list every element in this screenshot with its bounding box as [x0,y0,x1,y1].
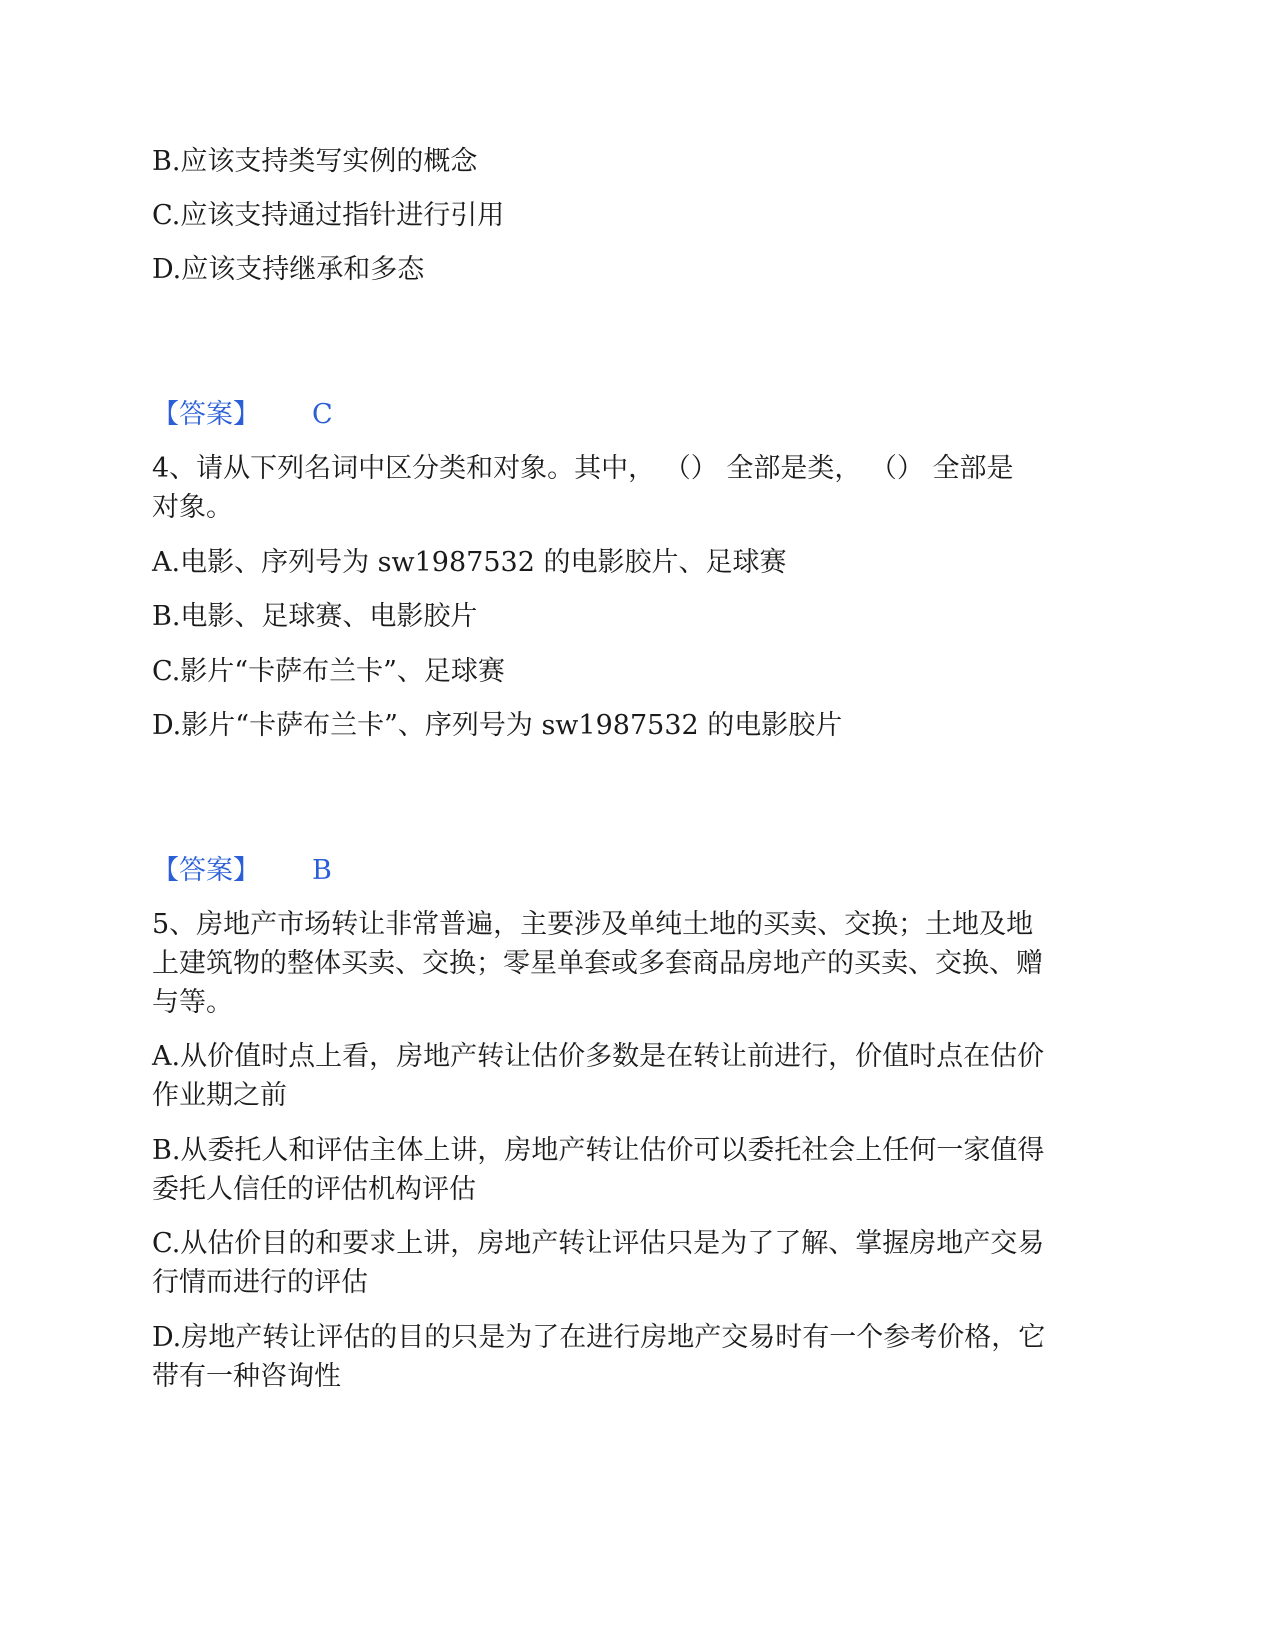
q4-option-c: C.影片“卡萨布兰卡”、足球赛 [152,656,505,687]
q4-option-a: A.电影、序列号为 sw1987532 的电影胶片、足球赛 [152,547,787,578]
q4-option-d: D.影片“卡萨布兰卡”、序列号为 sw1987532 的电影胶片 [152,710,843,741]
answer-label: 【答案】 [152,855,260,886]
answer-label: 【答案】 [152,399,260,430]
q5-option-a-line-1: A.从价值时点上看，房地产转让估价多数是在转让前进行，价值时点在估价 [152,1041,1045,1072]
answer-value: B [312,855,332,886]
q3-option-b: B.应该支持类写实例的概念 [152,146,478,177]
q5-option-c-line-2: 行情而进行的评估 [152,1267,368,1298]
q4-answer-row [152,851,1132,891]
q4-stem-line-1: 4、请从下列名词中区分类和对象。其中， （） 全部是类， （） 全部是 [152,453,1014,484]
q5-option-c-line-1: C.从估价目的和要求上讲，房地产转让评估只是为了了解、掌握房地产交易 [152,1228,1045,1259]
q5-stem-line-3: 与等。 [152,987,233,1018]
q3-option-d: D.应该支持继承和多态 [152,254,425,285]
q5-option-d-line-2: 带有一种咨询性 [152,1361,341,1392]
q5-stem-line-1: 5、房地产市场转让非常普遍，主要涉及单纯土地的买卖、交换；土地及地 [152,909,1034,940]
q5-option-b-line-1: B.从委托人和评估主体上讲，房地产转让估价可以委托社会上任何一家值得 [152,1135,1045,1166]
q4-stem-line-2: 对象。 [152,492,233,523]
q5-option-a-line-2: 作业期之前 [152,1080,287,1111]
q3-answer-row [152,395,1132,435]
answer-value: C [312,399,333,430]
q5-stem-line-2: 上建筑物的整体买卖、交换；零星单套或多套商品房地产的买卖、交换、赠 [152,948,1043,979]
q3-option-c: C.应该支持通过指针进行引用 [152,200,505,231]
q5-option-b-line-2: 委托人信任的评估机构评估 [152,1174,476,1205]
q4-option-b: B.电影、足球赛、电影胶片 [152,601,478,632]
q5-option-d-line-1: D.房地产转让评估的目的只是为了在进行房地产交易时有一个参考价格，它 [152,1322,1046,1353]
